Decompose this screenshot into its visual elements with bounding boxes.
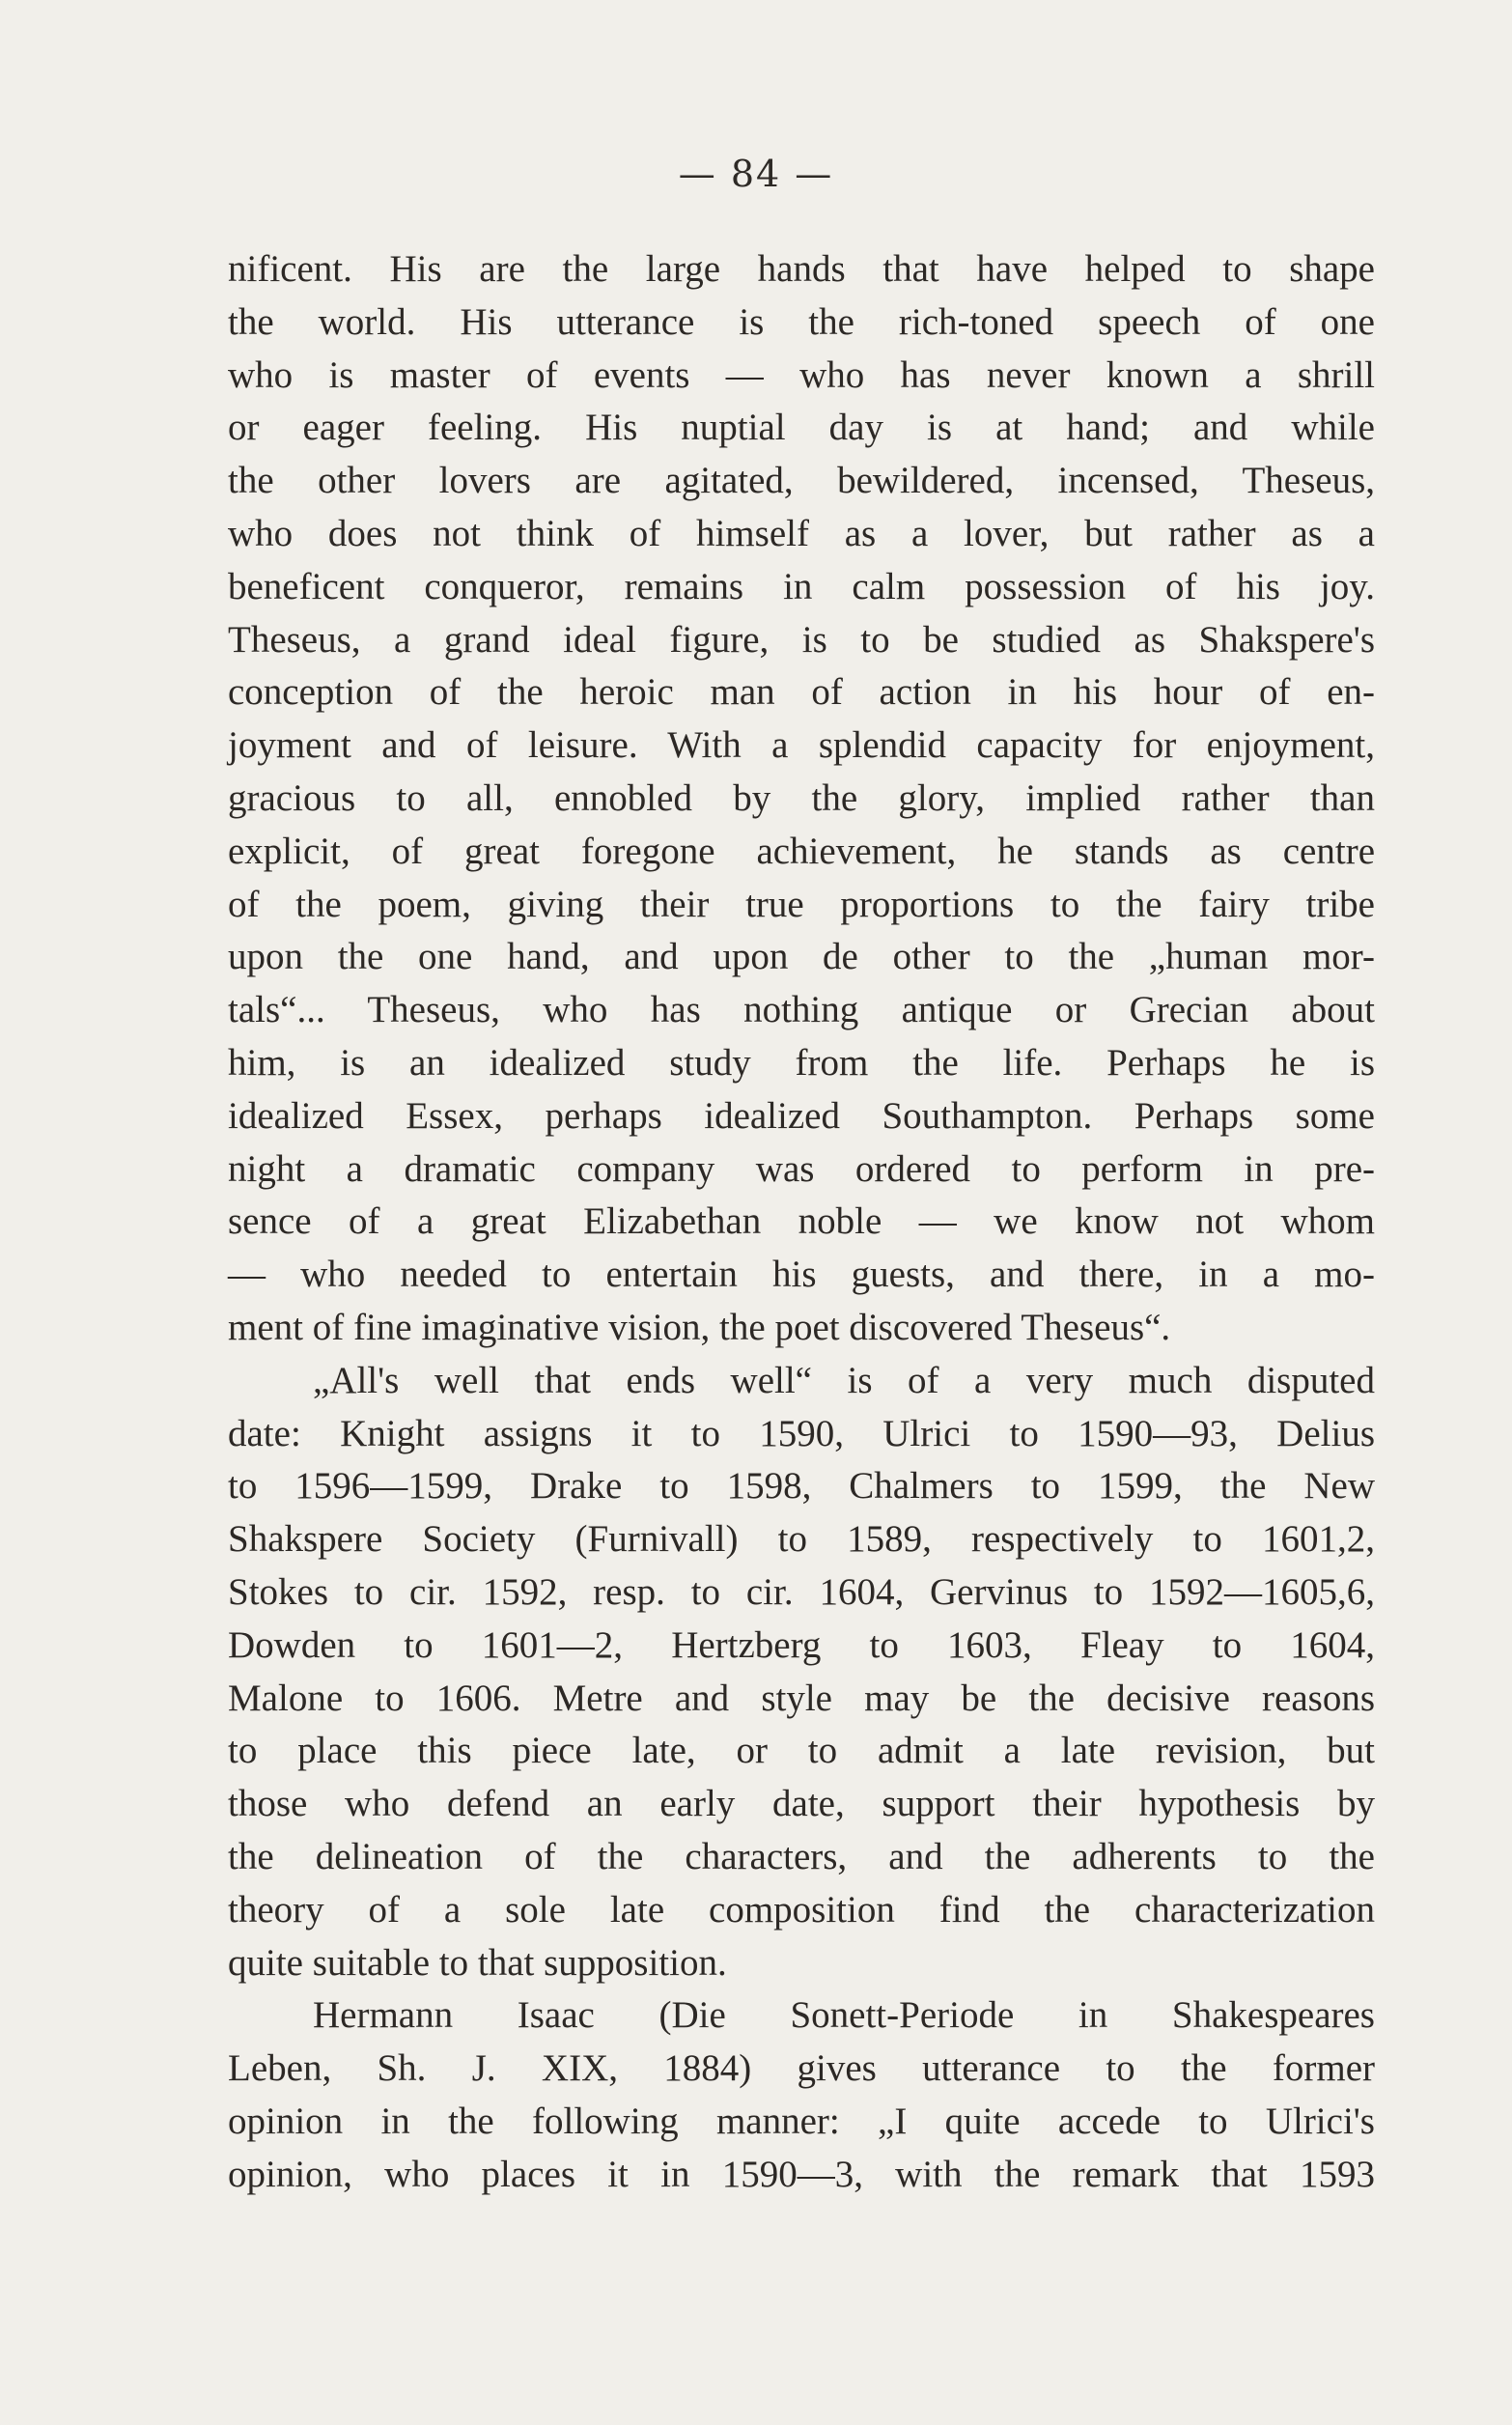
text-line: those who defend an early date, support their hypothesis by — [228, 1783, 1375, 1825]
text-line: joyment and of leisure. With a splendid capacity for enjoyment, — [228, 724, 1375, 767]
text-line: to place this piece late, or to admit a late revision, but — [228, 1730, 1375, 1772]
page-number: — 84 — — [678, 153, 834, 195]
text-line: „All's well that ends well“ is of a very much disputed — [313, 1359, 1375, 1401]
text-line: upon the one hand, and upon de other to the „human mor- — [228, 936, 1375, 978]
text-line: beneficent conqueror, remains in calm possession of his joy. — [228, 565, 1375, 607]
text-line: who does not think of himself as a lover, but rather as a — [228, 512, 1375, 554]
text-line: Leben, Sh. J. XIX, 1884) gives utterance to the former — [228, 2047, 1375, 2090]
text-line: the other lovers are agitated, bewildered, incensed, Theseus, — [228, 460, 1375, 502]
text-line: Dowden to 1601—2, Hertzberg to 1603, Fleay to 1604, — [228, 1623, 1375, 1666]
text-line: gracious to all, ennobled by the glory, implied rather than — [228, 776, 1375, 819]
text-line: tals“... Theseus, who has nothing antique or Grecian about — [228, 989, 1375, 1031]
text-line: theory of a sole late composition find the characterization — [228, 1888, 1375, 1931]
text-line: Hermann Isaac (Die Sonett-Periode in Shakespeares — [313, 1994, 1375, 2037]
text-line: night a dramatic company was ordered to perform in pre- — [228, 1147, 1375, 1190]
text-line: sence of a great Elizabethan noble — we know not whom — [228, 1200, 1375, 1243]
text-line: the delineation of the characters, and the adherents to the — [228, 1835, 1375, 1877]
text-line: quite suitable to that supposition. — [228, 1941, 727, 1984]
body-text — [228, 243, 1375, 2201]
text-line: the world. His utterance is the rich-toned speech of one — [228, 300, 1375, 343]
text-line: date: Knight assigns it to 1590, Ulrici to 1590—93, Delius — [228, 1412, 1375, 1454]
text-line: Stokes to cir. 1592, resp. to cir. 1604, Gervinus to 1592—1605,6, — [228, 1570, 1375, 1613]
text-line: idealized Essex, perhaps idealized Southampton. Perhaps some — [228, 1094, 1375, 1137]
text-line: to 1596—1599, Drake to 1598, Chalmers to 1599, the New — [228, 1465, 1375, 1508]
text-line: — who needed to entertain his guests, and there, in a mo- — [228, 1254, 1375, 1296]
text-line: opinion in the following manner: „I quite accede to Ulrici's — [228, 2100, 1375, 2142]
text-line: opinion, who places it in 1590—3, with the remark that 1593 — [228, 2153, 1375, 2195]
text-line: who is master of events — who has never known a shrill — [228, 353, 1375, 396]
text-line: conception of the heroic man of action in his hour of en- — [228, 671, 1375, 714]
text-line: of the poem, giving their true proportions to the fairy tribe — [228, 883, 1375, 925]
text-line: Theseus, a grand ideal figure, is to be studied as Shakspere's — [228, 618, 1375, 661]
text-line: Shakspere Society (Furnivall) to 1589, respectively to 1601,2, — [228, 1518, 1375, 1561]
text-line: him, is an idealized study from the life. Perhaps he is — [228, 1041, 1375, 1084]
text-line: nificent. His are the large hands that have helped to shape — [228, 248, 1375, 290]
text-line: Malone to 1606. Metre and style may be the decisive reasons — [228, 1677, 1375, 1719]
text-line: explicit, of great foregone achievement, he stands as centre — [228, 830, 1375, 872]
text-line: or eager feeling. His nuptial day is at hand; and while — [228, 407, 1375, 449]
text-line: ment of fine imaginative vision, the poet discovered Theseus“. — [228, 1306, 1171, 1348]
